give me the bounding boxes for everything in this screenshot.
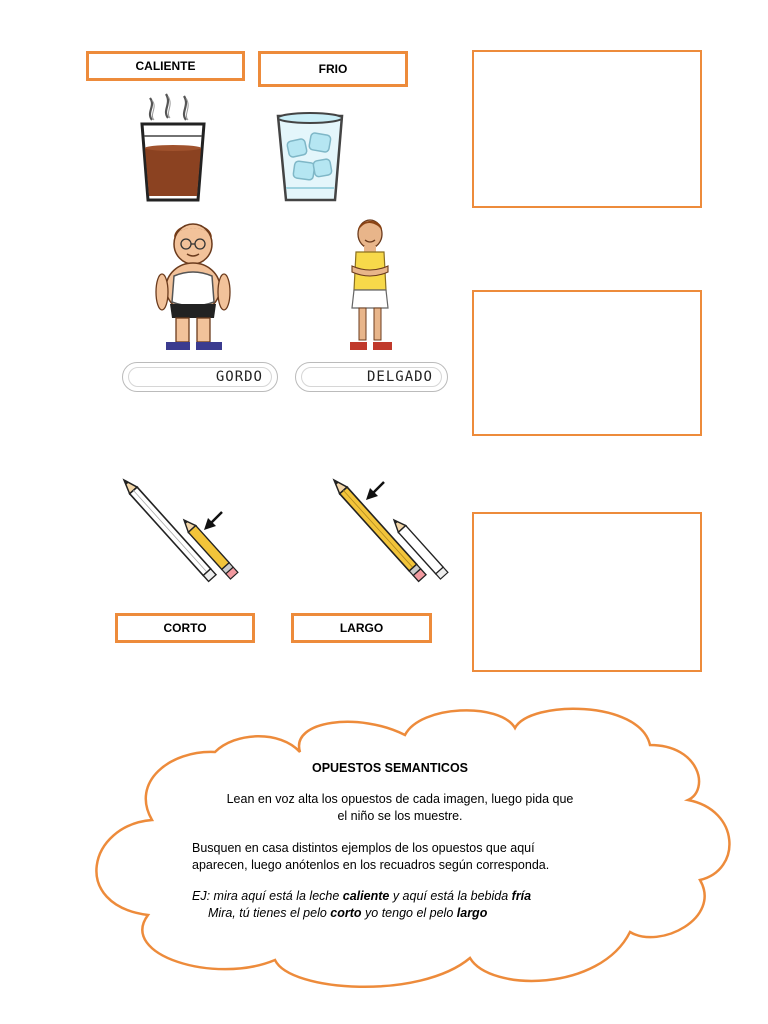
ex2-d: largo	[456, 906, 488, 920]
ex1-a: EJ: mira aquí está la leche	[192, 889, 343, 903]
instructions-para1-line1: Lean en voz alta los opuestos de cada imagen, luego pida que	[226, 792, 574, 806]
example-line-2	[192, 905, 632, 922]
instructions-para1-line2: el niño se los muestre.	[337, 809, 463, 823]
label-gordo-text: GORDO	[215, 369, 263, 385]
label-largo-text: LARGO	[339, 621, 384, 635]
ex1-b: caliente	[342, 889, 390, 903]
ex1-d: fría	[511, 889, 532, 903]
instructions-para1	[160, 791, 640, 825]
instructions-example	[192, 888, 632, 922]
ex2-c: yo tengo el pelo	[361, 906, 457, 920]
label-frio-text: FRIO	[318, 62, 348, 76]
instructions-title-text: OPUESTOS SEMANTICOS	[311, 761, 469, 775]
label-delgado-text: DELGADO	[366, 369, 433, 385]
instructions-para2	[192, 840, 632, 874]
instructions-para2-line1: Busquen en casa distintos ejemplos de los opuestos que aquí	[192, 841, 535, 855]
label-caliente-text: CALIENTE	[135, 59, 196, 73]
instructions-para2-line2: aparecen, luego anótenlos en los recuadros según corresponda.	[192, 858, 550, 872]
label-corto-text: CORTO	[163, 621, 207, 635]
ex2-a: Mira, tú tienes el pelo	[208, 906, 331, 920]
ex1-c: y aquí está la bebida	[389, 889, 512, 903]
ex2-b: corto	[330, 906, 362, 920]
example-line-1	[192, 888, 632, 905]
instructions-title	[150, 760, 630, 777]
